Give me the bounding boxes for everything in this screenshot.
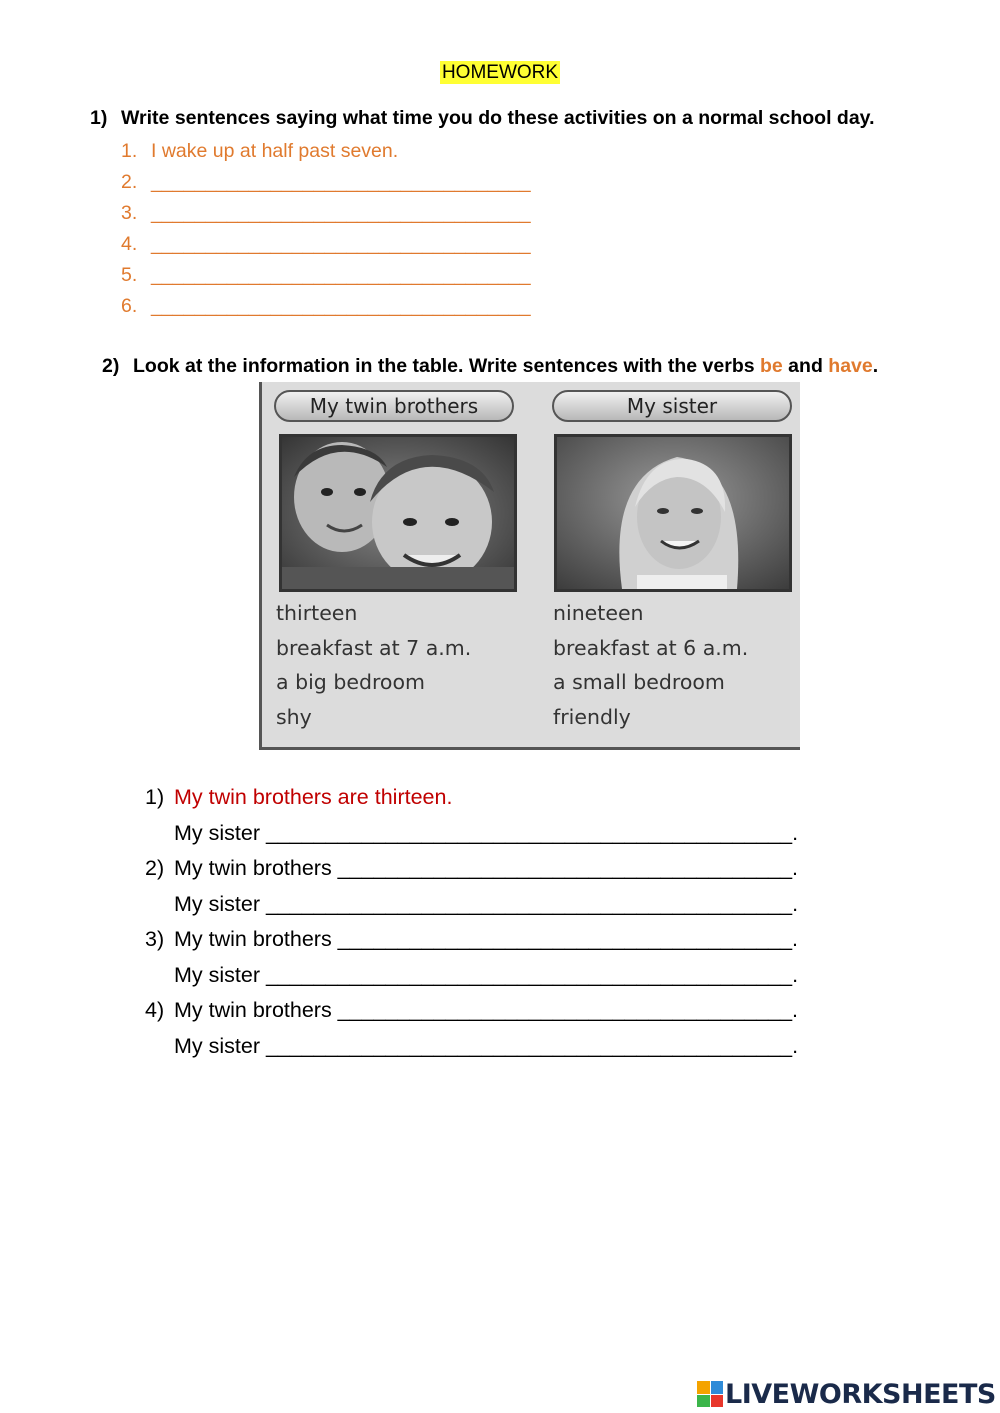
sister-photo: [554, 434, 792, 592]
answer-line[interactable]: My twin brothers ______________________________________.: [174, 927, 799, 951]
table-cell: breakfast at 6 a.m.: [553, 635, 749, 660]
table-cell: shy: [276, 704, 312, 729]
list-item[interactable]: 5. ___________________________________: [121, 264, 531, 286]
twin-brothers-photo: [279, 434, 517, 592]
logo-icon: [697, 1381, 723, 1407]
example-answer: My twin brothers are thirteen.: [174, 785, 453, 809]
example-answer: I wake up at half past seven.: [151, 140, 399, 162]
answer-line[interactable]: My twin brothers ______________________________________.: [174, 856, 799, 880]
table-cell: nineteen: [553, 601, 644, 625]
table-cell: a big bedroom: [276, 670, 425, 694]
list-item[interactable]: 3. ___________________________________: [121, 202, 531, 224]
table-cell: friendly: [553, 704, 631, 729]
brand-name: LIVEWORKSHEETS: [725, 1378, 996, 1410]
verb-be: be: [760, 355, 783, 377]
answer-line[interactable]: My sister ____________________________________________.: [174, 962, 799, 987]
answer-line[interactable]: My sister ____________________________________________.: [174, 891, 799, 916]
answer-blank[interactable]: ___________________________________: [151, 202, 531, 224]
list-item: 1. I wake up at half past seven.: [121, 140, 399, 162]
exercise1-number: 1): [90, 107, 108, 129]
list-item[interactable]: 6. ___________________________________: [121, 295, 531, 317]
list-item[interactable]: 2. ___________________________________: [121, 171, 531, 193]
answer-blank[interactable]: ___________________________________: [151, 233, 531, 255]
exercise1-instruction: 1) Write sentences saying what time you do these activities on a normal school day.: [90, 107, 875, 129]
answer-line[interactable]: My sister ____________________________________________.: [174, 820, 799, 845]
info-table-image: [259, 382, 800, 750]
exercise2-instruction: 2) Look at the information in the table. Write sentences with the verbs be and have.: [102, 355, 879, 377]
table-header-brothers: My twin brothers: [274, 390, 514, 422]
brothers-info: [276, 601, 471, 739]
answer-line[interactable]: My sister ____________________________________________.: [174, 1033, 799, 1058]
list-item[interactable]: 4. ___________________________________: [121, 233, 531, 255]
verb-have: have: [828, 355, 873, 377]
table-cell: a small bedroom: [553, 670, 725, 694]
table-header-sister: My sister: [552, 390, 792, 422]
answer-blank[interactable]: ___________________________________: [151, 171, 531, 193]
page-title: HOMEWORK: [441, 62, 559, 83]
answer-blank[interactable]: ___________________________________: [151, 295, 531, 317]
liveworksheets-logo: [697, 1379, 996, 1409]
table-cell: thirteen: [276, 601, 358, 625]
exercise1-list: [121, 140, 531, 326]
exercise2-number: 2): [102, 355, 120, 377]
table-cell: breakfast at 7 a.m.: [276, 635, 472, 660]
answer-blank[interactable]: ___________________________________: [151, 264, 531, 286]
sister-info: [553, 601, 748, 739]
answer-line[interactable]: My twin brothers ______________________________________.: [174, 998, 799, 1022]
